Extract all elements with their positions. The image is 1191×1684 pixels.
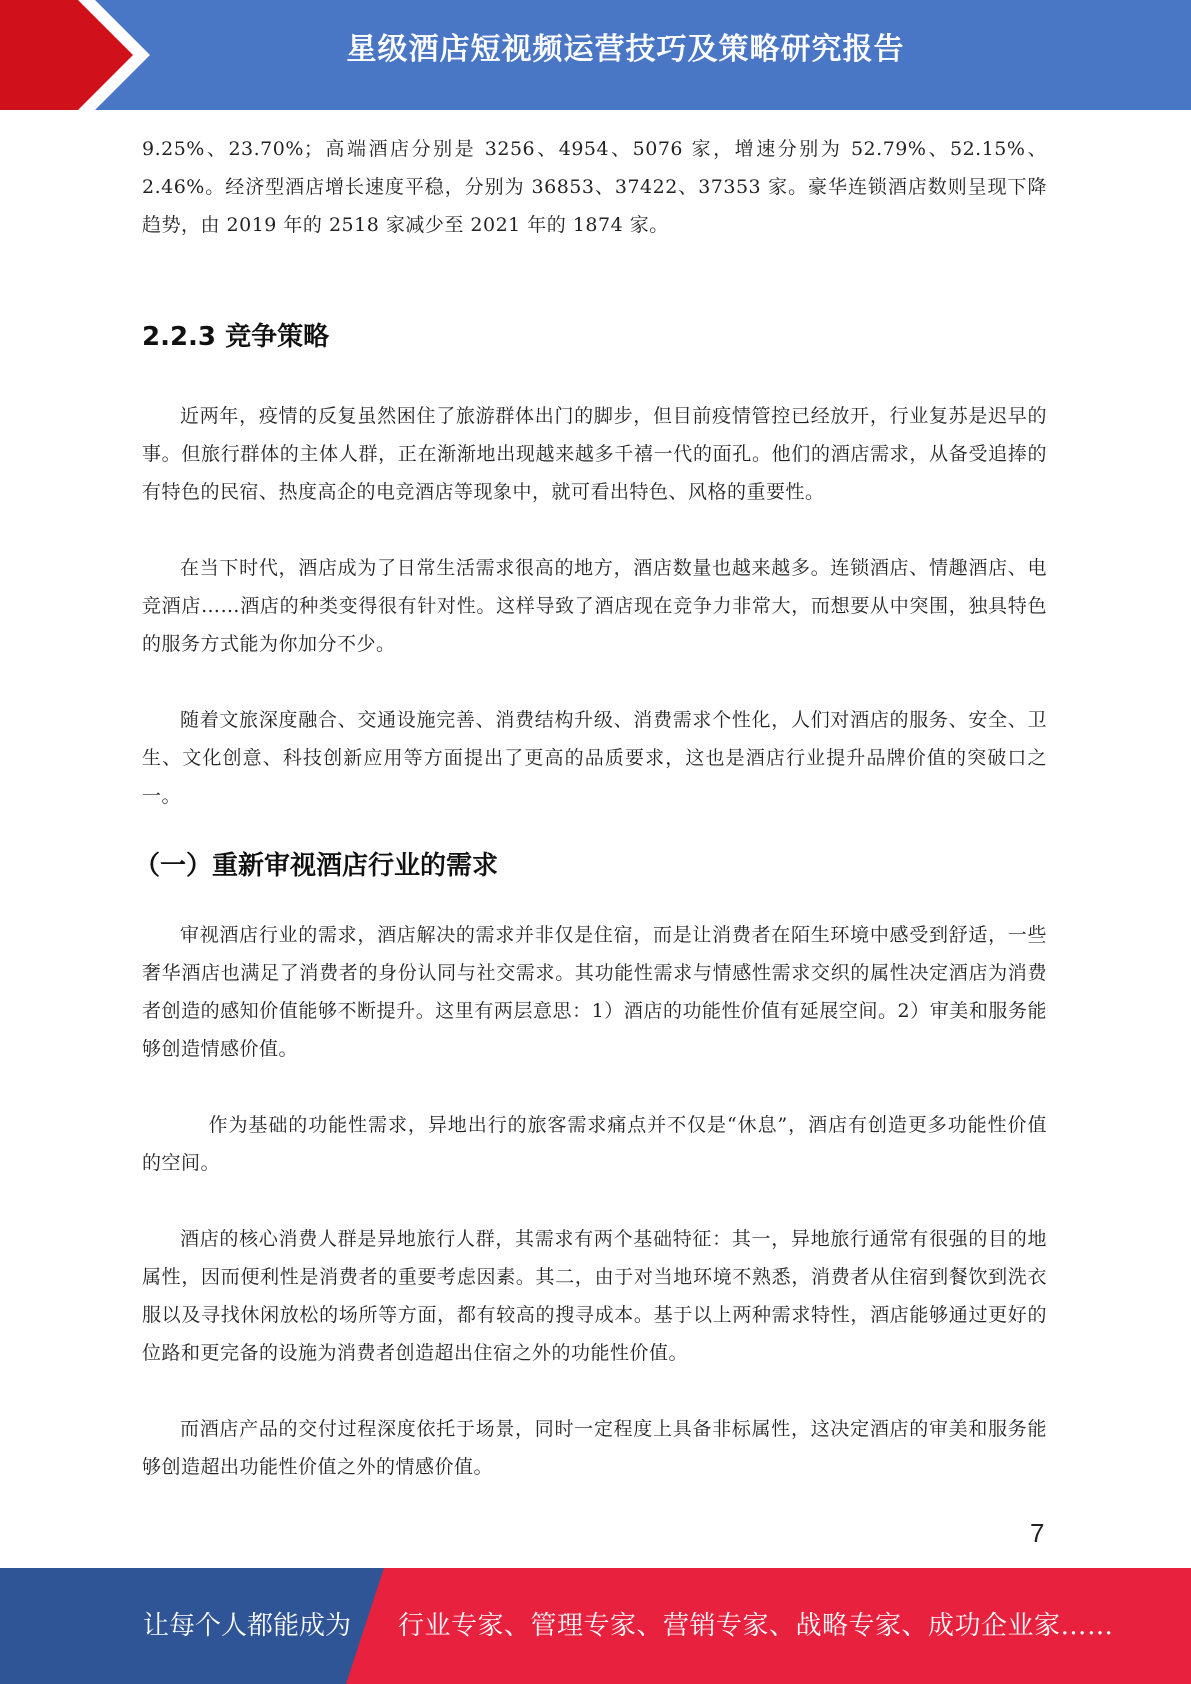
report-content: [134, 130, 1047, 1486]
footer-slogan-right: 行业专家、管理专家、营销专家、战略专家、成功企业家……: [398, 1611, 1114, 1641]
paragraph-demand-2: 作为基础的功能性需求，异地出行的旅客需求痛点并不仅是“休息”，酒店有创造更多功能性价值的空间。: [142, 1114, 1047, 1174]
paragraph-demand-3: 酒店的核心消费人群是异地旅行人群，其需求有两个基础特征：其一，异地旅行通常有很强的目的地属性，因而便利性是消费者的重要考虑因素。其二，由于对当地环境不熟悉，消费者从住宿到餐饮到洗衣服以及寻找休闲放松的场所等方面，都有较高的搜寻成本。基于以上两种需求特性，酒店能够通过更好的位路和更完备的设施为消费者创造超出住宿之外的功能性价值。: [142, 1228, 1047, 1364]
page-number: 7: [1030, 1518, 1045, 1548]
page-header: [0, 0, 1191, 110]
paragraph-demand-4: 而酒店产品的交付过程深度依托于场景，同时一定程度上具备非标属性，这决定酒店的审美和服务能够创造超出功能性价值之外的情感价值。: [142, 1418, 1047, 1478]
footer-slogan-left: 让每个人都能成为: [143, 1611, 352, 1641]
header-title: 星级酒店短视频运营技巧及策略研究报告: [346, 32, 905, 67]
paragraph-competition-3: 随着文旅深度融合、交通设施完善、消费结构升级、消费需求个性化，人们对酒店的服务、安全、卫生、文化创意、科技创新应用等方面提出了更高的品质要求，这也是酒店行业提升品牌价值的突破口之一。: [142, 709, 1047, 807]
paragraph-competition-1: 近两年，疫情的反复虽然困住了旅游群体出门的脚步，但目前疫情管控已经放开，行业复苏是迟早的事。但旅行群体的主体人群，正在渐渐地出现越来越多千禧一代的面孔。他们的酒店需求，从备受追捧的有特色的民宿、热度高企的电竞酒店等现象中，就可看出特色、风格的重要性。: [142, 405, 1047, 503]
section-heading-reexamine-demand: （一）重新审视酒店行业的需求: [134, 851, 499, 881]
paragraph-competition-2: 在当下时代，酒店成为了日常生活需求很高的地方，酒店数量也越来越多。连锁酒店、情趣酒店、电竞酒店……酒店的种类变得很有针对性。这样导致了酒店现在竞争力非常大，而想要从中突围，独具特色的服务方式能为你加分不少。: [142, 557, 1047, 655]
paragraph-demand-1: 审视酒店行业的需求，酒店解决的需求并非仅是住宿，而是让消费者在陌生环境中感受到舒适，一些奢华酒店也满足了消费者的身份认同与社交需求。其功能性需求与情感性需求交织的属性决定酒店为消费者创造的感知价值能够不断提升。这里有两层意思：1）酒店的功能性价值有延展空间。2）审美和服务能够创造情感价值。: [142, 924, 1047, 1060]
paragraph-hotel-stats: 9.25%、23.70%；高端酒店分别是 3256、4954、5076 家，增速分别为 52.79%、52.15%、2.46%。经济型酒店增长速度平稳，分别为 36853、37422、37353 家。豪华连锁酒店数则呈现下降趋势，由 2019 年的 2518 家减少至 2021 年的 1874 家。: [142, 138, 1047, 236]
section-heading-competition-strategy: 2.2.3 竞争策略: [142, 322, 330, 352]
page-footer: [0, 1568, 1191, 1684]
